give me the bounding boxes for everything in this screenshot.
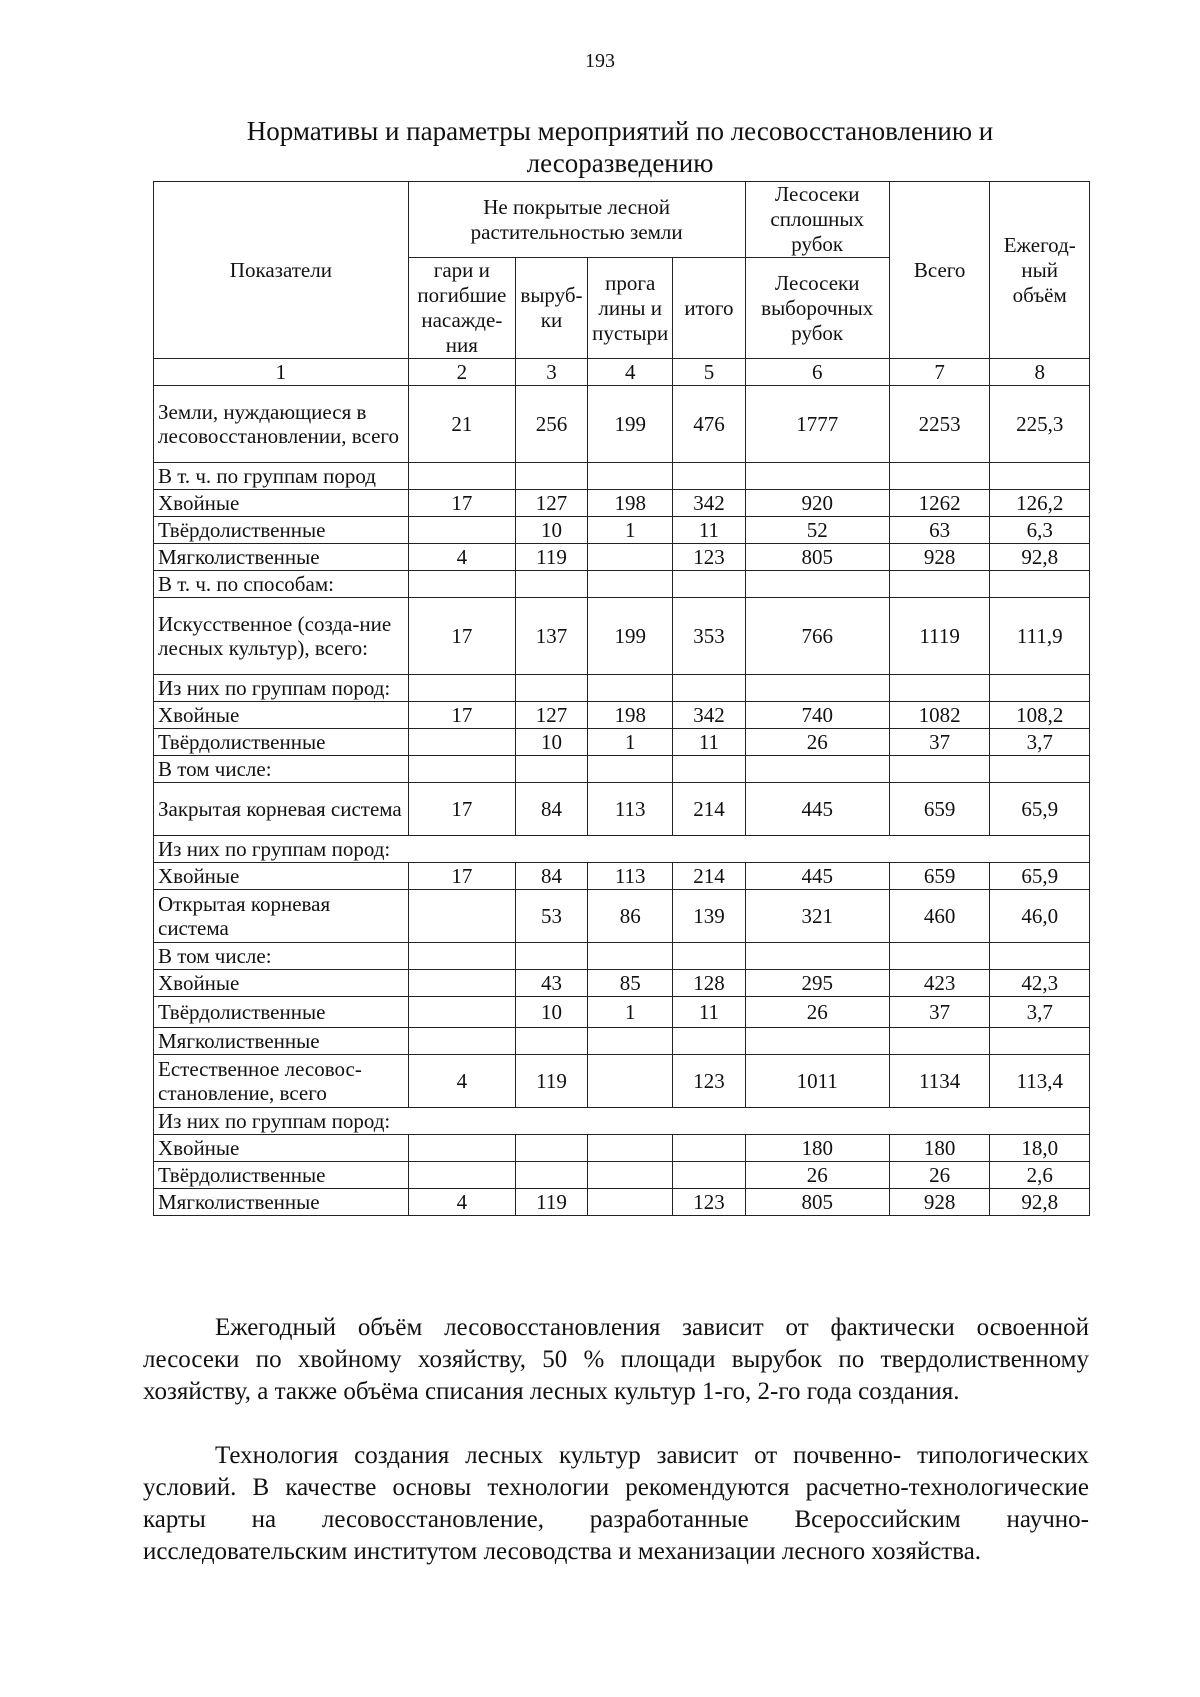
- table-cell: [515, 943, 587, 970]
- table-cell: [889, 675, 990, 702]
- table-cell: [673, 675, 745, 702]
- table-cell: 17: [408, 702, 515, 729]
- table-cell: 65,9: [990, 783, 1090, 836]
- row-label: Хвойные: [154, 863, 409, 890]
- table-row: [154, 1055, 1090, 1108]
- table-cell: [588, 1162, 673, 1189]
- table-row: [154, 997, 1090, 1028]
- table-cell: 84: [515, 783, 587, 836]
- table-cell: 445: [745, 863, 889, 890]
- row-label: Хвойные: [154, 490, 409, 517]
- table-row: [154, 970, 1090, 997]
- table-cell: [588, 463, 673, 490]
- table-cell: 26: [745, 997, 889, 1028]
- table-cell: 26: [745, 729, 889, 756]
- row-label: Мягколиственные: [154, 544, 409, 571]
- header-cuttings: выруб-ки: [515, 258, 587, 359]
- table-cell: [990, 756, 1090, 783]
- table-cell: [745, 943, 889, 970]
- table-row: [154, 490, 1090, 517]
- table-cell: 119: [515, 1055, 587, 1108]
- table-cell: [408, 1028, 515, 1055]
- table-cell: [990, 463, 1090, 490]
- table-cell: 214: [673, 783, 745, 836]
- table-cell: 139: [673, 890, 745, 943]
- table-cell: [673, 1162, 745, 1189]
- table-row: [154, 517, 1090, 544]
- table-cell: 119: [515, 544, 587, 571]
- table-cell: [673, 943, 745, 970]
- table-cell: 1: [588, 517, 673, 544]
- table-cell: 423: [889, 970, 990, 997]
- table-cell: 126,2: [990, 490, 1090, 517]
- table-cell: 26: [745, 1162, 889, 1189]
- table-cell: 11: [673, 997, 745, 1028]
- row-label: Твёрдолиственные: [154, 517, 409, 544]
- table-cell: 11: [673, 729, 745, 756]
- table-cell: [990, 1028, 1090, 1055]
- table-cell: [515, 571, 587, 598]
- reforestation-table: [153, 181, 1090, 1216]
- column-number: 2: [408, 359, 515, 386]
- header-selective-cut: Лесосеки выборочных рубок: [745, 258, 889, 359]
- table-cell: 1: [588, 729, 673, 756]
- table-cell: [515, 1162, 587, 1189]
- table-cell: 4: [408, 1189, 515, 1216]
- row-label: Мягколиственные: [154, 1028, 409, 1055]
- header-subtotal: итого: [673, 258, 745, 359]
- table-cell: 92,8: [990, 544, 1090, 571]
- row-label: Искусственное (созда-ние лесных культур), всего:: [154, 598, 409, 675]
- table-cell: [673, 1135, 745, 1162]
- table-cell: 920: [745, 490, 889, 517]
- table-cell: 321: [745, 890, 889, 943]
- column-number: 4: [588, 359, 673, 386]
- table-group-row: [154, 463, 1090, 490]
- table-cell: [889, 463, 990, 490]
- table-cell: [673, 463, 745, 490]
- table-cell: [515, 1135, 587, 1162]
- table-cell: 342: [673, 702, 745, 729]
- table-row: [154, 1028, 1090, 1055]
- table-cell: 85: [588, 970, 673, 997]
- table-cell: 4: [408, 1055, 515, 1108]
- table-cell: 37: [889, 729, 990, 756]
- table-cell: 6,3: [990, 517, 1090, 544]
- table-cell: 342: [673, 490, 745, 517]
- table-cell: 92,8: [990, 1189, 1090, 1216]
- table-cell: 445: [745, 783, 889, 836]
- group-label: Из них по группам пород:: [154, 675, 409, 702]
- table-row: [154, 863, 1090, 890]
- table-cell: 86: [588, 890, 673, 943]
- table-cell: 46,0: [990, 890, 1090, 943]
- table-cell: 10: [515, 517, 587, 544]
- row-label: Хвойные: [154, 702, 409, 729]
- table-cell: [673, 571, 745, 598]
- page-number: 193: [585, 50, 615, 72]
- table-cell: 180: [889, 1135, 990, 1162]
- table-cell: 17: [408, 783, 515, 836]
- table-cell: [408, 1162, 515, 1189]
- table-cell: 2253: [889, 386, 990, 463]
- table-group-row: [154, 571, 1090, 598]
- group-label: В т. ч. по группам пород: [154, 463, 409, 490]
- table-cell: 65,9: [990, 863, 1090, 890]
- table-cell: 128: [673, 970, 745, 997]
- table-cell: 198: [588, 490, 673, 517]
- row-label: Хвойные: [154, 1135, 409, 1162]
- table-cell: [515, 756, 587, 783]
- table-cell: 127: [515, 702, 587, 729]
- paragraph-annual-volume: Ежегодный объём лесовосстановления зависит от фактически освоенной лесосеки по хвойному хозяйству, 50 % площади вырубок по твердолиственному хозяйству, а также объёма списания лесных культур 1-го, 2-го года создания.: [143, 1314, 1089, 1405]
- table-row: [154, 544, 1090, 571]
- table-cell: 740: [745, 702, 889, 729]
- table-cell: [745, 571, 889, 598]
- table-cell: [889, 1028, 990, 1055]
- table-row: [154, 598, 1090, 675]
- table-cell: 26: [889, 1162, 990, 1189]
- table-cell: [990, 943, 1090, 970]
- table-title-line-2: лесоразведению: [526, 148, 714, 178]
- column-number: 5: [673, 359, 745, 386]
- group-label: В том числе:: [154, 756, 409, 783]
- table-cell: 1: [588, 997, 673, 1028]
- table-cell: [515, 1028, 587, 1055]
- table-cell: 53: [515, 890, 587, 943]
- table-cell: 1082: [889, 702, 990, 729]
- table-cell: 52: [745, 517, 889, 544]
- table-cell: [588, 943, 673, 970]
- table-cell: [408, 890, 515, 943]
- table-cell: [889, 571, 990, 598]
- table-cell: 43: [515, 970, 587, 997]
- table-cell: 137: [515, 598, 587, 675]
- table-cell: [745, 463, 889, 490]
- table-cell: 123: [673, 1055, 745, 1108]
- table-cell: [673, 1028, 745, 1055]
- table-cell: 10: [515, 997, 587, 1028]
- table-row: [154, 386, 1090, 463]
- table-cell: 928: [889, 1189, 990, 1216]
- row-label: Твёрдолиственные: [154, 1162, 409, 1189]
- table-cell: 123: [673, 544, 745, 571]
- table-cell: 4: [408, 544, 515, 571]
- table-cell: [588, 1189, 673, 1216]
- table-cell: 256: [515, 386, 587, 463]
- header-unforested-lands: Не покрытые лесной растительностью земли: [408, 182, 745, 258]
- row-label: Хвойные: [154, 970, 409, 997]
- table-cell: [408, 943, 515, 970]
- row-label: Твёрдолиственные: [154, 997, 409, 1028]
- table-group-row: [154, 756, 1090, 783]
- table-cell: [889, 943, 990, 970]
- column-number: 8: [990, 359, 1090, 386]
- table-cell: 180: [745, 1135, 889, 1162]
- table-cell: 111,9: [990, 598, 1090, 675]
- group-label: В том числе:: [154, 943, 409, 970]
- table-cell: [408, 1135, 515, 1162]
- table-group-row: [154, 675, 1090, 702]
- table-row: [154, 729, 1090, 756]
- header-annual-volume: Ежегод-ный объём: [990, 182, 1090, 359]
- table-cell: 1011: [745, 1055, 889, 1108]
- table-cell: [990, 571, 1090, 598]
- table-cell: 84: [515, 863, 587, 890]
- table-cell: [408, 997, 515, 1028]
- table-cell: 17: [408, 490, 515, 517]
- table-cell: [408, 571, 515, 598]
- table-cell: [408, 675, 515, 702]
- table-cell: 805: [745, 544, 889, 571]
- table-cell: 42,3: [990, 970, 1090, 997]
- table-cell: [408, 729, 515, 756]
- table-cell: 766: [745, 598, 889, 675]
- table-cell: [588, 1135, 673, 1162]
- table-cell: 18,0: [990, 1135, 1090, 1162]
- table-body: [154, 386, 1090, 1216]
- table-row: [154, 702, 1090, 729]
- table-title-line-1: Нормативы и параметры мероприятий по лесовосстановлению и: [246, 116, 994, 146]
- table-cell: 199: [588, 386, 673, 463]
- table-cell: 1134: [889, 1055, 990, 1108]
- table-cell: 199: [588, 598, 673, 675]
- table-cell: [588, 756, 673, 783]
- table-group-row: [154, 1108, 1090, 1135]
- table-cell: [408, 463, 515, 490]
- table-cell: 476: [673, 386, 745, 463]
- table-cell: 225,3: [990, 386, 1090, 463]
- table-cell: 1777: [745, 386, 889, 463]
- table-row: [154, 783, 1090, 836]
- table-cell: 460: [889, 890, 990, 943]
- table-cell: 2,6: [990, 1162, 1090, 1189]
- column-number: 1: [154, 359, 409, 386]
- table-cell: 198: [588, 702, 673, 729]
- table-cell: 805: [745, 1189, 889, 1216]
- table-cell: 17: [408, 598, 515, 675]
- table-cell: 659: [889, 783, 990, 836]
- group-label: Из них по группам пород:: [154, 1108, 1090, 1135]
- table-cell: [588, 571, 673, 598]
- row-label: Земли, нуждающиеся в лесовосстановлении, всего: [154, 386, 409, 463]
- table-cell: [990, 675, 1090, 702]
- table-cell: [515, 463, 587, 490]
- table-group-row: [154, 836, 1090, 863]
- table-cell: [745, 756, 889, 783]
- table-cell: 3,7: [990, 729, 1090, 756]
- table-cell: [745, 1028, 889, 1055]
- table-cell: 127: [515, 490, 587, 517]
- table-cell: 1119: [889, 598, 990, 675]
- table-cell: [588, 1055, 673, 1108]
- row-label: Мягколиственные: [154, 1189, 409, 1216]
- table-cell: [889, 756, 990, 783]
- column-number: 7: [889, 359, 990, 386]
- row-label: Естественное лесовос-становление, всего: [154, 1055, 409, 1108]
- table-title: [150, 115, 1090, 179]
- table-row: [154, 1189, 1090, 1216]
- row-label: Твёрдолиственные: [154, 729, 409, 756]
- table-cell: [588, 1028, 673, 1055]
- table-cell: [408, 970, 515, 997]
- table-cell: [588, 544, 673, 571]
- paragraph-technology: Технология создания лесных культур зависит от почвенно- типологических условий. В качестве основы технологии рекомендуются расчетно-технологические карты на лесовосстановление, разработанные Всероссийским научно-исследовательским институтом лесоводства и механизации лесного хозяйства.: [143, 1442, 1089, 1565]
- column-number: 3: [515, 359, 587, 386]
- table-cell: 11: [673, 517, 745, 544]
- table-cell: 17: [408, 863, 515, 890]
- group-label: Из них по группам пород:: [154, 836, 1090, 863]
- table-cell: 1262: [889, 490, 990, 517]
- header-burned: гари и погибшие насажде-ния: [408, 258, 515, 359]
- table-cell: 21: [408, 386, 515, 463]
- header-clear-cut: Лесосеки сплошных рубок: [745, 182, 889, 258]
- table-row: [154, 890, 1090, 943]
- table-cell: [408, 517, 515, 544]
- table-cell: 928: [889, 544, 990, 571]
- table-cell: 353: [673, 598, 745, 675]
- table-cell: 63: [889, 517, 990, 544]
- column-number: 6: [745, 359, 889, 386]
- table-cell: 108,2: [990, 702, 1090, 729]
- table-cell: 119: [515, 1189, 587, 1216]
- table-row: [154, 1162, 1090, 1189]
- row-label: Закрытая корневая система: [154, 783, 409, 836]
- row-label: Открытая корневая система: [154, 890, 409, 943]
- table-cell: 113: [588, 783, 673, 836]
- table-cell: 113,4: [990, 1055, 1090, 1108]
- table-cell: [673, 756, 745, 783]
- table-cell: [745, 675, 889, 702]
- group-label: В т. ч. по способам:: [154, 571, 409, 598]
- table-cell: 214: [673, 863, 745, 890]
- header-glades: прога лины и пустыри: [588, 258, 673, 359]
- table-cell: 10: [515, 729, 587, 756]
- table-cell: 37: [889, 997, 990, 1028]
- table-cell: 295: [745, 970, 889, 997]
- table-cell: [408, 756, 515, 783]
- table-cell: 3,7: [990, 997, 1090, 1028]
- table-group-row: [154, 943, 1090, 970]
- header-total: Всего: [889, 182, 990, 359]
- table-cell: [515, 675, 587, 702]
- table-cell: [588, 675, 673, 702]
- table-row: [154, 1135, 1090, 1162]
- header-indicators: Показатели: [154, 182, 409, 359]
- table-cell: 659: [889, 863, 990, 890]
- table-cell: 123: [673, 1189, 745, 1216]
- table-cell: 113: [588, 863, 673, 890]
